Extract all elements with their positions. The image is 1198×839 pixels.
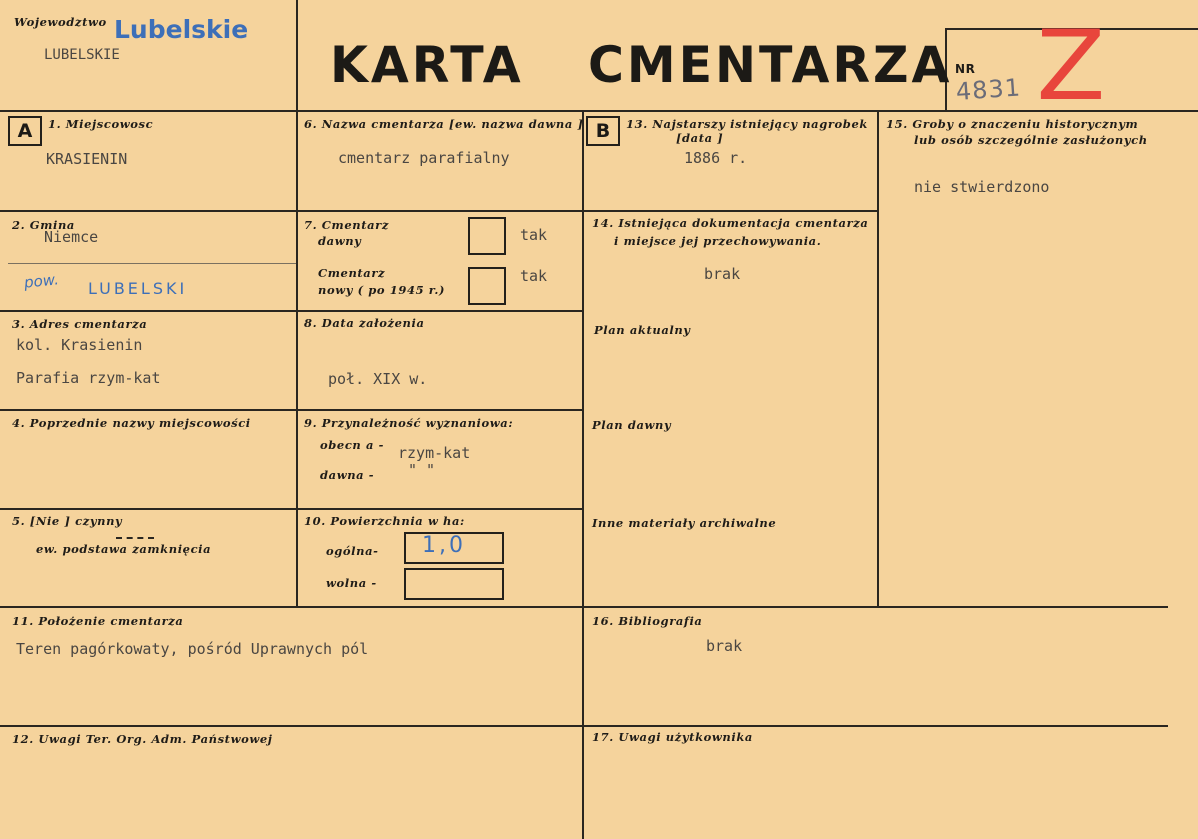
field-11-value: Teren pagórkowaty, pośród Uprawnych pól [16, 640, 369, 658]
inne-materialy-label: Inne materiały archiwalne [592, 516, 777, 530]
field-15-label: 15. Groby o znaczeniu historycznym [886, 117, 1139, 131]
pow-label: pow. [23, 270, 60, 292]
field-2-label: 2. Gmina [12, 218, 75, 232]
divider [296, 0, 298, 110]
wojewodztwo-label: Wojewodztwo [14, 15, 107, 29]
field-11-label: 11. Położenie cmentarza [12, 614, 184, 628]
ogolna-value: 1,0 [422, 533, 466, 558]
field-10-wolna-label: wolna - [326, 576, 377, 590]
field-5-sub-label: ew. podstawa zamknięcia [36, 542, 212, 556]
divider [0, 110, 1198, 112]
field-7-nowy-line2: nowy ( po 1945 r.) [318, 283, 446, 297]
divider [582, 210, 879, 212]
plan-aktualny-label: Plan aktualny [594, 323, 691, 337]
card-title-karta: KARTA [330, 36, 524, 94]
divider [8, 263, 296, 264]
field-5-label: 5. [Nie ] czynny [12, 514, 123, 528]
field-6-value: cmentarz parafialny [338, 149, 510, 167]
field-3-value-line2: Parafia rzym-kat [16, 369, 161, 387]
field-15-label2: lub osób szczególnie zasłużonych [914, 133, 1148, 147]
field-13-label: 13. Najstarszy istniejący nagrobek [626, 117, 868, 131]
field-2-value: Niemce [44, 228, 99, 246]
field-4-label: 4. Poprzednie nazwy miejscowości [12, 416, 251, 430]
field-9-label: 9. Przynależność wyznaniowa: [304, 416, 514, 430]
nowy-tak-label: tak [520, 267, 548, 285]
field-16-value: brak [706, 637, 743, 655]
divider [582, 110, 584, 839]
divider [877, 110, 879, 607]
field-14-value: brak [704, 265, 741, 283]
divider [296, 110, 298, 607]
section-b-box: B [586, 116, 620, 146]
field-9-dawna-label: dawna - [320, 468, 375, 482]
field-1-value: KRASIENIN [46, 150, 128, 168]
field-14-label2: i miejsce jej przechowywania. [614, 234, 822, 248]
divider [0, 310, 584, 312]
field-3-label: 3. Adres cmentarza [12, 317, 148, 331]
field-10-ogolna-label: ogólna- [326, 544, 379, 558]
section-a-box: A [8, 116, 42, 146]
field-17-label: 17. Uwagi użytkownika [592, 730, 753, 744]
field-9-value: rzym-kat [398, 444, 471, 462]
field-8-value: poł. XIX w. [328, 370, 428, 388]
divider [0, 409, 584, 411]
pow-value: LUBELSKI [88, 279, 188, 298]
field-13-label2: [data ] [676, 131, 724, 145]
nowy-checkbox[interactable] [468, 267, 506, 305]
category-letter-z: Z [1036, 10, 1106, 122]
field-15-value: nie stwierdzono [914, 178, 1050, 196]
field-9-obecna-label: obecn a - [320, 438, 385, 452]
dawny-tak-label: tak [520, 226, 548, 244]
field-3-value-line1: kol. Krasienin [16, 336, 143, 354]
card-title-cmentarza: CMENTARZA [588, 36, 953, 94]
field-9-ditto: " " [408, 461, 436, 479]
dawny-checkbox[interactable] [468, 217, 506, 255]
wolna-field[interactable] [404, 568, 504, 600]
field-7-nowy-line1: Cmentarz [318, 266, 386, 280]
field-10-label: 10. Powierzchnia w ha: [304, 514, 465, 528]
nr-label: NR [955, 62, 976, 76]
field-6-label: 6. Nazwa cmentarza [ew. nazwa dawna ] [304, 117, 584, 131]
field-7-dawny-line1: 7. Cmentarz [304, 218, 389, 232]
divider [0, 606, 1168, 608]
plan-dawny-label: Plan dawny [592, 418, 672, 432]
nr-handwritten: 4831 [955, 73, 1022, 106]
wojewodztwo-stamp: Lubelskie [114, 15, 249, 44]
strikeout-mark [116, 537, 154, 539]
divider [0, 210, 584, 212]
divider [0, 725, 1168, 727]
wojewodztwo-typed: LUBELSKIE [44, 47, 120, 63]
divider [0, 508, 584, 510]
field-14-label: 14. Istniejąca dokumentacja cmentarza [592, 216, 869, 230]
field-1-label: 1. Miejscowosc [48, 117, 154, 131]
field-12-label: 12. Uwagi Ter. Org. Adm. Państwowej [12, 732, 273, 746]
field-7-dawny-line2: dawny [318, 234, 362, 248]
field-13-value: 1886 r. [684, 149, 748, 167]
field-16-label: 16. Bibliografia [592, 614, 703, 628]
field-8-label: 8. Data założenia [304, 316, 425, 330]
